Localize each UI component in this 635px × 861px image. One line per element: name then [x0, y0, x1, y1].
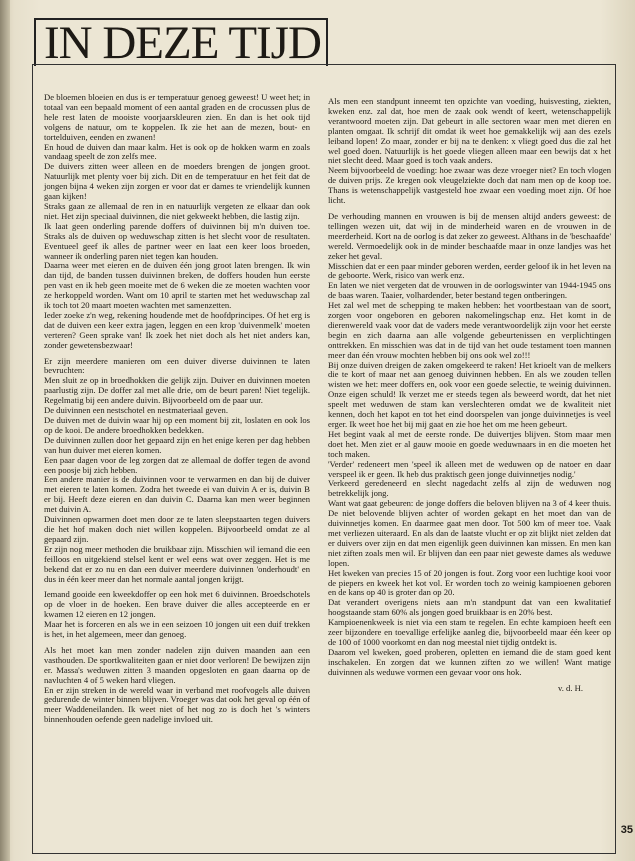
left-column [44, 93, 310, 731]
right-paragraph-1: Als men een standpunt inneemt ten opzichte van voeding, huisvesting, ziekten, kweken enz. zal dat, hoe men de zaak ook wendt of keert, wetenschappelijk verantwoord moeten zijn. Dat gebeurt in alle sectoren waar men met dieren en planten omgaat. Ik schrijf dit omdat ik weet hoe gemakkelijk wij aan des ezels leiband lopen! Zo maar, zonder er bij na te denken: x vliegt goed dus die zal het wel goed doen. Natuurlijk is het goede vliegen alleen maar een bewijs dat x het niet slecht deed. Maar goed is toch vaak anders. Neem bijvoorbeeld de voeding: hoe zwaar was deze vroeger niet? En toch vlogen de duiven prijs. Ze kregen ook vleugelziekte doch dat nam men op de koop toe. Thans is wetenschappelijk vastgesteld hoe zwaar een voeding moet zijn. Of hoe licht. [328, 96, 611, 206]
left-paragraph-3: Iemand gooide een kweekdoffer op een hok met 6 duivinnen. Broedschotels op de vloer in de hoeken. Een brave duiver die alles accepteerde en er kwamen 12 eieren en 12 jongen. Maar het is forceren en als we in een seizoen 10 jongen uit een duif trekken is het, in het algemeen, meer dan genoeg. [44, 589, 310, 640]
left-paragraph-4: Als het moet kan men zonder nadelen zijn duiven maanden aan een vasthouden. De sportkwaliteiten gaan er niet door verloren! De bewijzen zijn er. Massa's weduwen zitten 3 maanden opgesloten en gaan daarna op de navluchten 4 of 5 weken hard vliegen. En er zijn streken in de wereld waar in verband met roofvogels alle duiven gedurende de winter binnen blijven. Vroeger was dat ook het geval op één of meer Waddeneilanden. Ik weet niet of het nog zo is doch het 's winters binnenhouden oefende geen nadelige invloed uit. [44, 644, 310, 725]
left-paragraph-2: Er zijn meerdere manieren om een duiver diverse duivinnen te laten bevruchten: Men sluit ze op in broedhokken die gelijk zijn. Duiver en duivinnen moeten paarlustig zijn. De doffer zal met alle drie, om de beurt paren! Niet tegelijk. Regelmatig bij een andere duivin. Bijvoorbeeld om de paar uur. De duivinnen een nestschotel en nestmateriaal geven. De duiven met de duivin waar hij op een moment bij zit, loslaten en ook los op de kooi. De andere broedhokken bedekken. De duivinnen zullen door het gepaard zijn en het enige keren per dag hebben van hun duiver met eieren komen. Een paar dagen voor de leg zorgen dat ze allemaal de doffer tegen de avond een poosje bij zich hebben. Een andere manier is de duivinnen voor te verwarmen en dan bij de duiver met eieren te laten komen. Zodra het tweede ei van duivin A er is, duivin B er bij. Heeft deze eieren en dan duivin C. Daarna kan men weer beginnen met duivin A. Duivinnen opwarmen doet men door ze te laten sleepstaarten tegen duivers die het hof maken doch niet willen koppelen. Bijvoorbeeld omdat ze al gepaard zijn. Er zijn nog meer methoden die bruikbaar zijn. Misschien wil iemand die een feilloos en uitgekiend stelsel kent er wel eens wat over zeggen. Het is me bekend dat er zo nu en dan een duiver meerdere duivinnen 'onderhoudt' en dus in één keer meer dan het normale aantal jongen krijgt. [44, 355, 310, 584]
right-paragraph-2: De verhouding mannen en vrouwen is bij de mensen altijd anders geweest: de tellingen wezen uit, dat wij in de minderheid waren en de vrouwen in de meerderheid. Kort na de oorlog is dat zeker zo geweest. Althans in de 'beschaafde' wereld. Vermoedelijk ook in de minder beschaafde maar in onze landjes was het zeker het geval. Misschien dat er een paar minder geboren werden, eerder geloof ik in het leven na de geboorte. Werk, risico van werk enz. En laten we niet vergeten dat de vrouwen in de oorlogswinter van 1944-1945 ons de baas waren. Taaier, volhardender, beter bestand tegen ontberingen. Het zal wel met de schepping te maken hebben: het voortbestaan van de soort, zorgen voor ongeboren en geboren nakomelingschap enz. Het komt in de dierenwereld vaak voor dat de vaders mede verantwoordelijk zijn voor het eerste begin en zich daarna aan alle volgende gebeurtenissen en verplichtingen onttrekken. En misschien was dat in de tijd van het oude testament toen mannen meer dan één vrouw mochten hebben bij ons ook wel zo!!! Bij onze duiven dreigen de zaken omgekeerd te raken! Het krioelt van de melkers die te kort of maar net aan genoeg duivinnen hebben. En als we zouden tellen wisten we het: meer doffers en, ook voor een goede selectie, te weinig duivinnen. Onze eigen schuld! Ik verzet me er steeds tegen als beweerd wordt, dat het niet speelt met weduwen de stam kan verslechteren omdat we de kwaliteit niet kennen, doch het kapot en tot het eind doorspelen van jonge duivinnetjes is veel erger. Ik weet hoe het bij mij gaat en zie hoe het om me heen gebeurt. Het begint vaak al met de eerste ronde. De duivertjes blijven. Stom maar men doet het. Men ziet er al gauw mooie en goede weduwnaars in en die moeten het toch maken. 'Verder' redeneert men 'speel ik alleen met de weduwen op de natoer en daar verspeel ik er geen. Ik heb dus praktisch geen jonge duivinnetjes nodig.' Verkeerd geredeneerd en slecht nagedacht zelfs al zijn de weduwen nog betrekkelijk jong. Want wat gaat gebeuren: de jonge doffers die beloven blijven na 3 of 4 keer thuis. De niet belovende blijven achter of worden gekapt en het moet dan van de duivinnetjes komen. En daarmee gaat men door. Tot 500 km of meer toe. Vaak met verliezen uiteraard. En als dan de laatste vlucht er op zit blijkt niet zelden dat er duivers over zijn en dat men eigenlijk geen duivinnen kan missen. En men kan niet ziften zoals men wil. Er blijven dan een paar niet geweste dames als weduwe lopen. Het kweken van precies 15 of 20 jongen is fout. Zorg voor een luchtige kooi voor de piepers en kweek het kot vol. Er worden toch zo weinig kampioenen geboren en de kans op 40 is groter dan op 20. Dat verandert overigens niets aan m'n standpunt dat van een kwalitatief hoogstaande stam 60% als jongen goed bruikbaar is en 20% best. Kampioenenkweek is niet via een stam te regelen. En echte kampioen heeft een zeer bijzondere en toevallige erfelijke aanleg die, bijvoorbeeld maar één keer op de 100 of 1000 voorkomt en dan nog meestal niet tijdig ontdekt is. Daarom vel kweken, goed proberen, opletten en iemand die de stam goed kent inschakelen. En zorgen dat we kunnen ziften zo we willen! Want matige duivinnen als weduwe vormen een gevaar voor ons hok. [328, 210, 611, 677]
author-signature: v. d. H. [558, 682, 583, 693]
page-number: 35 [620, 824, 633, 836]
page-spine-shadow [0, 0, 10, 861]
article-title: IN DEZE TIJD [44, 17, 321, 69]
right-column [328, 97, 611, 693]
left-paragraph-1: De bloemen bloeien en dus is er temperatuur genoeg geweest! U weet het; in totaal van een bepaald moment of een aantal graden en de crocussen plus de hele rest laten de mooiste voorjaarskleuren zien. En dan is het ook tijd volgens de natuur, om te koppelen. Ik zie het aan de mezen, bout- en tortelduiven, eenden en zwanen! En houd de duiven dan maar kalm. Het is ook op de hokken warm en zoals vandaag speelt de zon zelfs mee. De duivers zitten weer alleen en de moeders brengen de jongen groot. Natuurlijk met plenty voer bij zich. Dit en de temperatuur en het feit dat de jongen bijna 4 weken zijn zorgen er voor dat er dames te vriendelijk kunnen gaan kijken! Straks gaan ze allemaal de ren in en natuurlijk vergeten ze elkaar dan ook niet. Het zijn speciaal duivinnen, die niet gekweekt hebben, die lastig zijn. Ik laat geen onderling parende doffers of duivinnen bij m'n duiven toe. Straks als de duiven op weduwschap zitten is het slecht voor de resultaten. Eventueel geef ik alles de partner weer en laat een keer loos broeden, wanneer ik onderling paren niet tegen kan houden. Daarna weer met eieren en de duiven één jong groot laten brengen. Ik win dan tijd, de banden tussen duivinnen breken, de doffers houden hun eerste pen vast en ik heb geen moeite met de 6 weken die ze moeten wachten voor ze herkoppeld worden. Want om 10 april te starten met het weduwschap zal ik toch tot 20 maart moeten wachten met samenzetten. Ieder zoeke z'n weg, rekening houdende met de hoofdprincipes. Of het erg is dat de duiven een keer extra jagen, leggen en een krop 'duivenmelk' moeten verteren? Geen sprake van! Ik zoek het niet doch als het niet anders kan, zonder gewetensbezwaar! [44, 92, 310, 350]
